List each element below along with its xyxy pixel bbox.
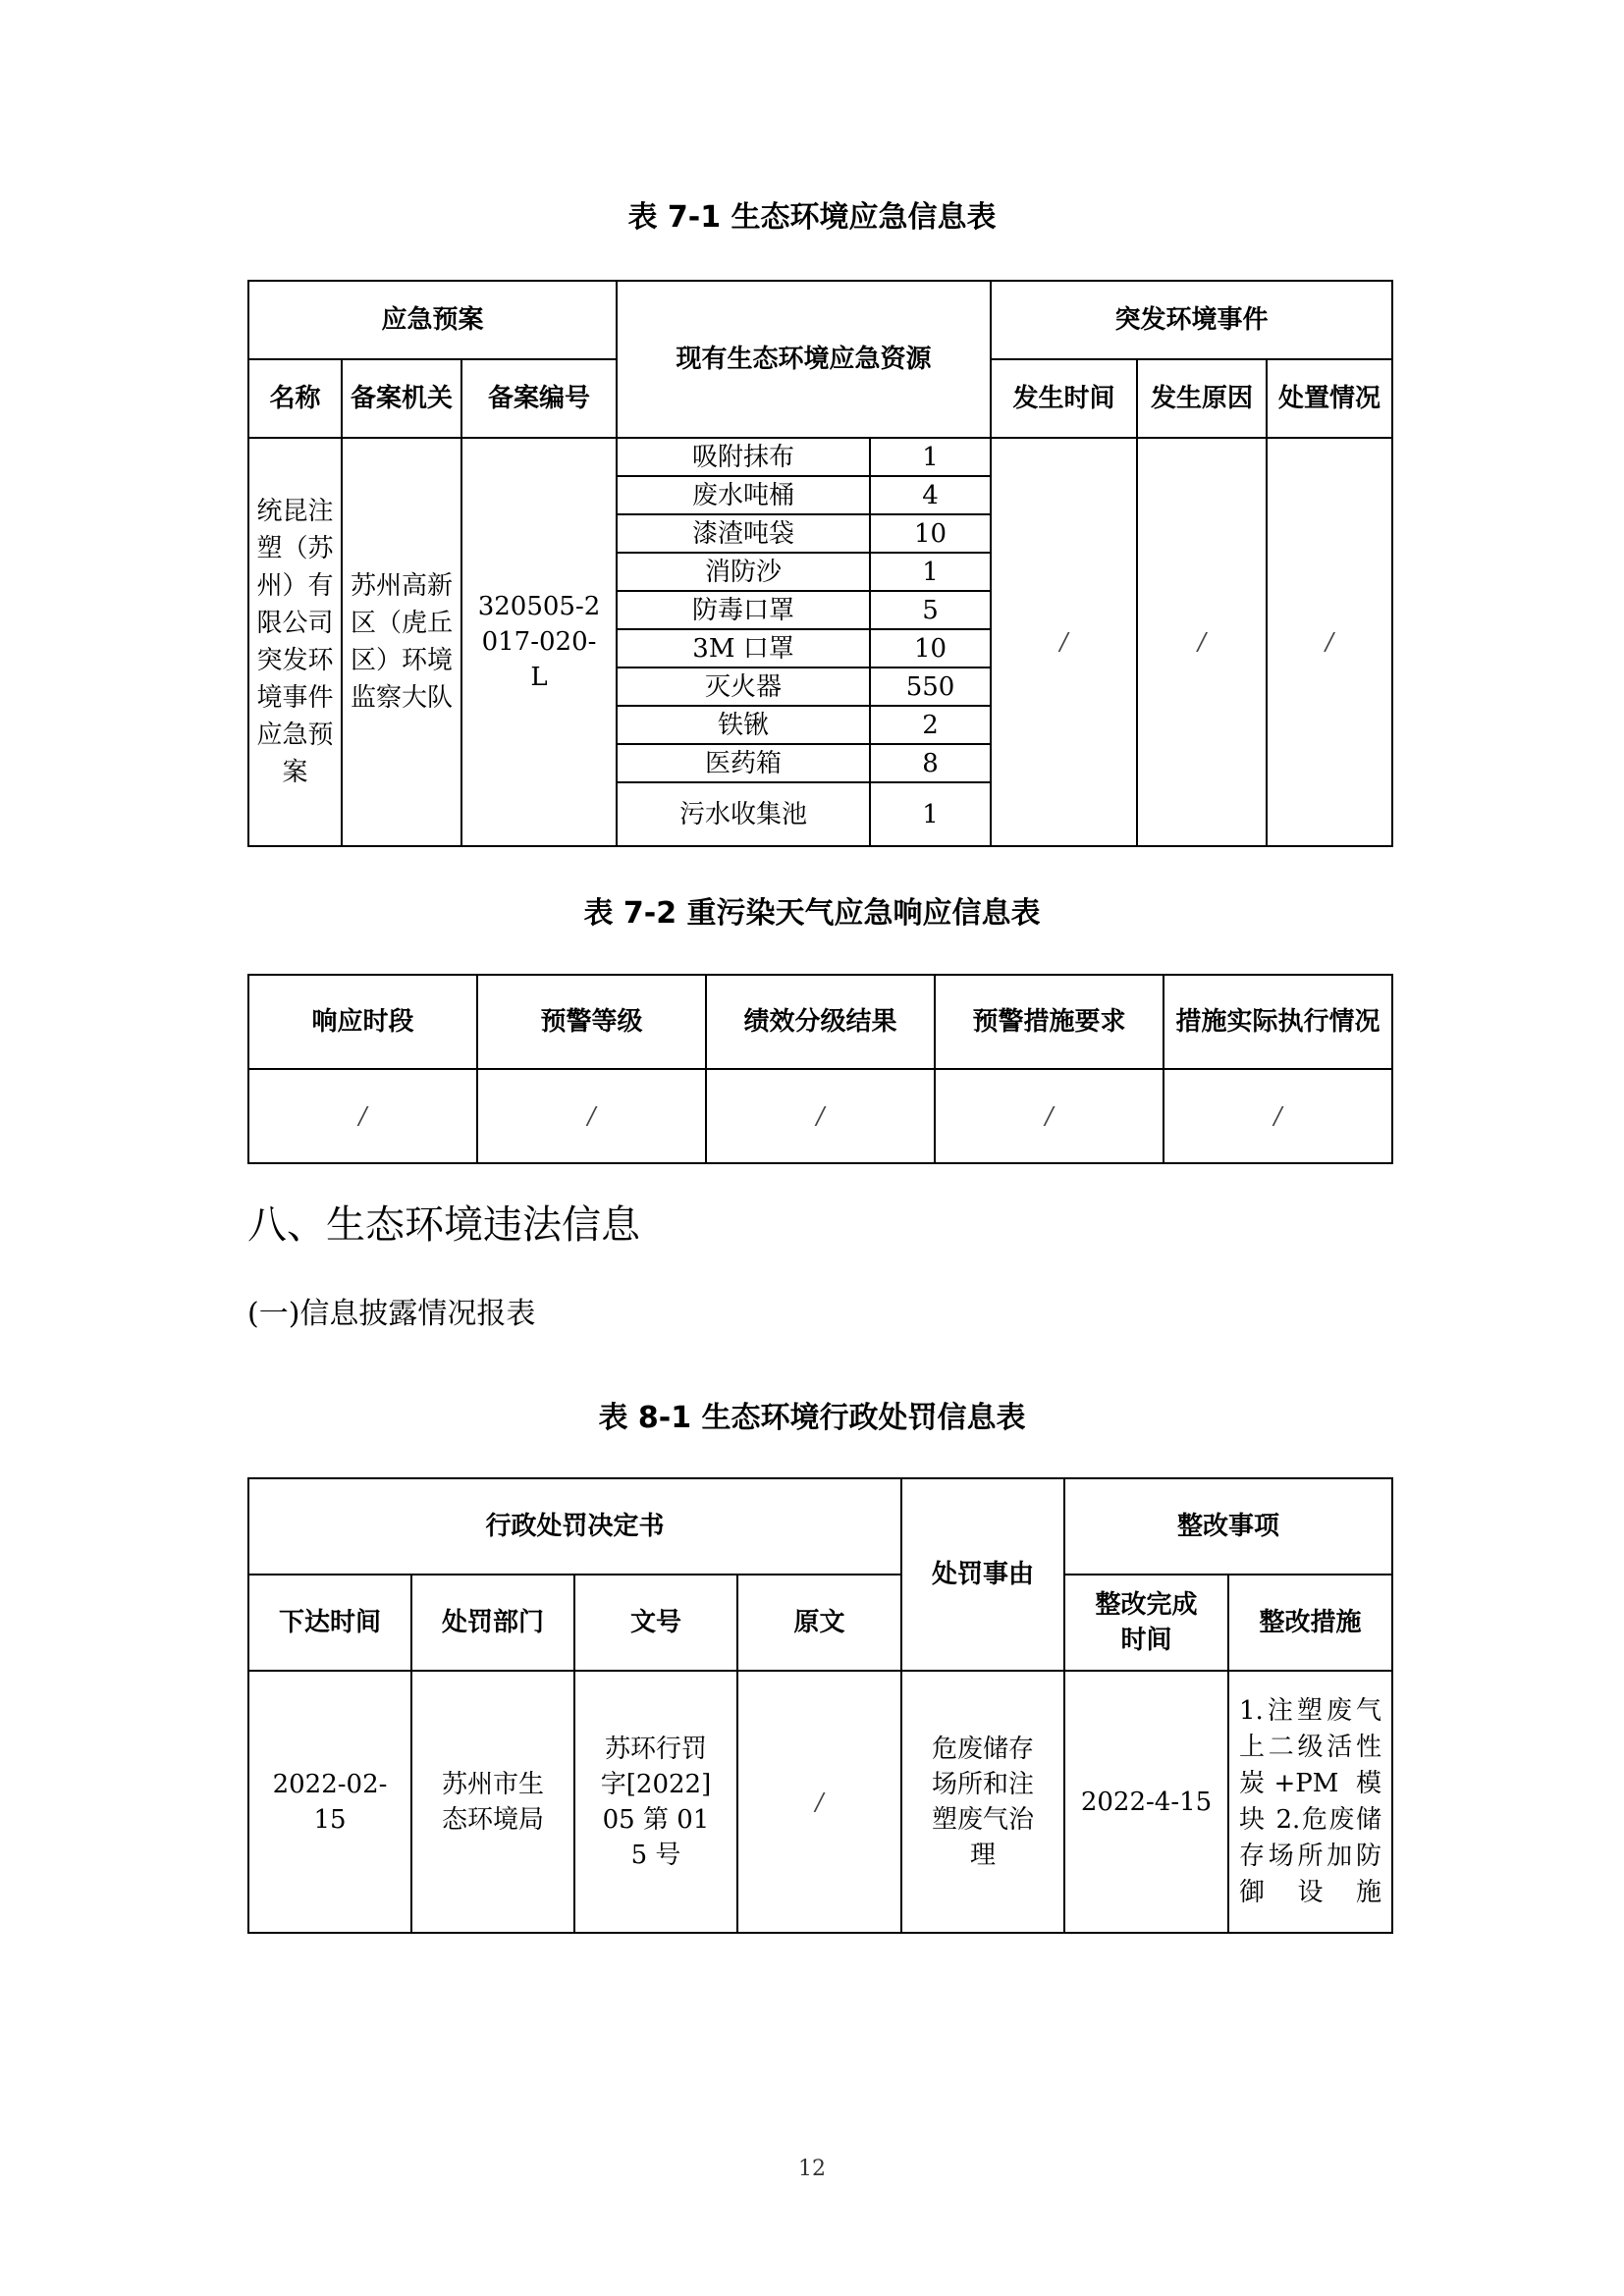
section-title: 八、生态环境违法信息: [247, 1202, 640, 1248]
subsection-title: (一)信息披露情况报表: [247, 1297, 536, 1331]
actual-execution-header: 措施实际执行情况: [1164, 975, 1392, 1069]
issue-time-cell: 2022-02-15: [248, 1671, 411, 1933]
department-header: 处罚部门: [411, 1575, 574, 1671]
resource-name: 灭火器: [617, 667, 870, 706]
performance-grade-cell: /: [706, 1069, 935, 1163]
original-cell: /: [737, 1671, 901, 1933]
resource-qty: 8: [870, 744, 991, 782]
resource-qty: 10: [870, 514, 991, 553]
warning-level-header: 预警等级: [477, 975, 706, 1069]
record-no-header: 备案编号: [461, 359, 617, 438]
original-header: 原文: [737, 1575, 901, 1671]
resource-name: 防毒口罩: [617, 591, 870, 629]
table-7-2-caption: 表 7-2 重污染天气应急响应信息表: [583, 896, 1041, 931]
incident-handling: /: [1267, 438, 1392, 846]
table-7-1-caption: 表 7-1 生态环境应急信息表: [627, 200, 997, 235]
reason-header: 处罚事由: [901, 1478, 1064, 1671]
doc-no-header: 文号: [574, 1575, 737, 1671]
resource-name: 消防沙: [617, 553, 870, 591]
department-cell: 苏州市生态环境局: [411, 1671, 574, 1933]
resource-name: 漆渣吨袋: [617, 514, 870, 553]
decision-header: 行政处罚决定书: [248, 1478, 901, 1575]
table-8-1-caption: 表 8-1 生态环境行政处罚信息表: [598, 1401, 1026, 1435]
incident-time: /: [991, 438, 1137, 846]
resource-name: 医药箱: [617, 744, 870, 782]
warning-measures-cell: /: [935, 1069, 1164, 1163]
time-header: 发生时间: [991, 359, 1137, 438]
resource-name: 废水吨桶: [617, 476, 870, 514]
resource-qty: 1: [870, 782, 991, 846]
warning-measures-header: 预警措施要求: [935, 975, 1164, 1069]
doc-no-cell: 苏环行罚字[2022]05 第 015 号: [574, 1671, 737, 1933]
reason-cell: 危废储存场所和注塑废气治理: [901, 1671, 1064, 1933]
cause-header: 发生原因: [1137, 359, 1267, 438]
resource-name: 吸附抹布: [617, 438, 870, 476]
measures-cell: 1.注塑废气上二级活性炭+PM 模块 2.危废储存场所加防御设施: [1228, 1671, 1392, 1933]
name-header: 名称: [248, 359, 342, 438]
resource-qty: 4: [870, 476, 991, 514]
plan-header: 应急预案: [248, 281, 617, 359]
issue-time-header: 下达时间: [248, 1575, 411, 1671]
resource-name: 污水收集池: [617, 782, 870, 846]
warning-level-cell: /: [477, 1069, 706, 1163]
resource-qty: 1: [870, 438, 991, 476]
plan-record-no: 320505-2017-020-L: [461, 438, 617, 846]
complete-time-cell: 2022-4-15: [1064, 1671, 1228, 1933]
page-number: 12: [798, 2157, 826, 2181]
performance-grade-header: 绩效分级结果: [706, 975, 935, 1069]
actual-execution-cell: /: [1164, 1069, 1392, 1163]
agency-header: 备案机关: [342, 359, 461, 438]
resource-name: 3M 口罩: [617, 629, 870, 667]
measures-header: 整改措施: [1228, 1575, 1392, 1671]
incident-header: 突发环境事件: [991, 281, 1392, 359]
plan-name: 统昆注塑（苏州）有限公司突发环境事件应急预案: [248, 438, 342, 846]
rectify-header: 整改事项: [1064, 1478, 1392, 1575]
resource-qty: 10: [870, 629, 991, 667]
table-7-1: [247, 280, 1393, 847]
handling-header: 处置情况: [1267, 359, 1392, 438]
resource-qty: 5: [870, 591, 991, 629]
resource-qty: 550: [870, 667, 991, 706]
resource-name: 铁锹: [617, 706, 870, 744]
table-7-2: [247, 974, 1393, 1164]
table-8-1: [247, 1477, 1393, 1934]
resource-qty: 1: [870, 553, 991, 591]
response-period-header: 响应时段: [248, 975, 477, 1069]
complete-time-header: 整改完成时间: [1064, 1575, 1228, 1671]
resources-header: 现有生态环境应急资源: [617, 281, 991, 438]
resource-qty: 2: [870, 706, 991, 744]
response-period-cell: /: [248, 1069, 477, 1163]
plan-agency: 苏州高新区（虎丘区）环境监察大队: [342, 438, 461, 846]
incident-cause: /: [1137, 438, 1267, 846]
